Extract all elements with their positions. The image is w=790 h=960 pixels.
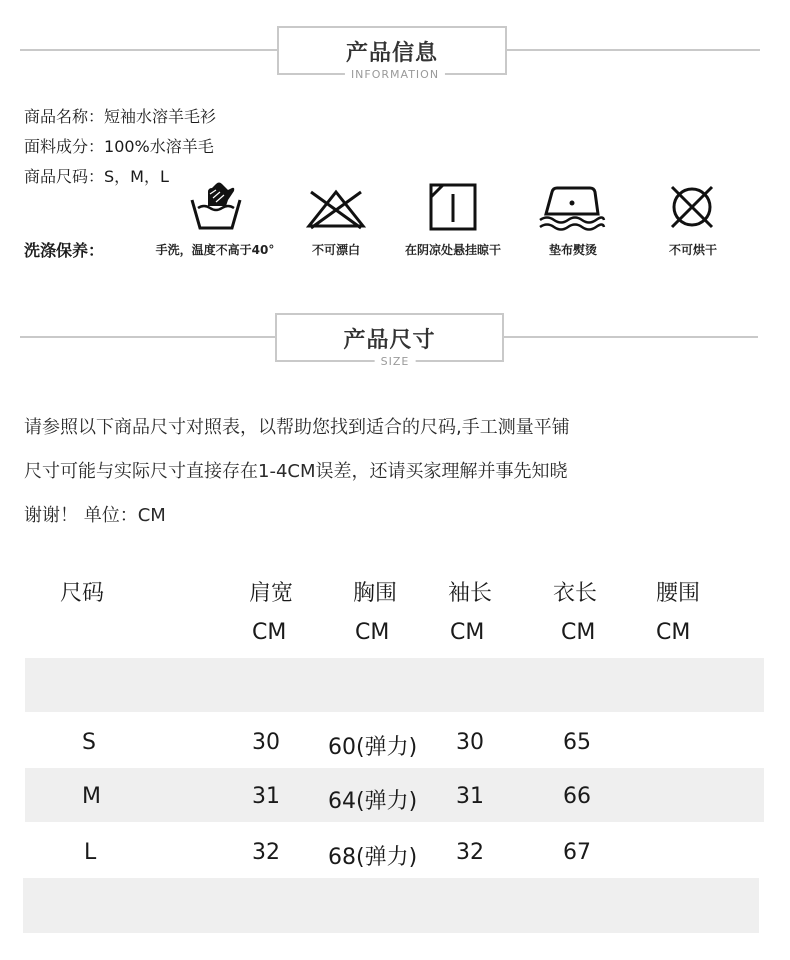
unit-label: CM — [252, 620, 287, 645]
no-tumble-dry-icon — [664, 182, 720, 232]
unit-label: CM — [656, 620, 691, 645]
shoulder-cell: 31 — [252, 784, 280, 809]
section-subtitle: INFORMATION — [345, 68, 445, 81]
product-name-label: 商品名称： — [24, 107, 105, 126]
column-header-shoulder: 肩宽 — [249, 581, 294, 606]
size-cell: L — [84, 840, 97, 865]
chest-cell: 68(弹力) — [328, 845, 418, 870]
table-band — [25, 658, 764, 712]
chest-cell: 64(弹力) — [328, 789, 418, 814]
care-label-hand-wash: 手洗，温度不高于40° — [155, 243, 275, 257]
section-title: 产品信息 — [345, 41, 438, 66]
no-bleach-icon — [305, 186, 367, 230]
size-label: 商品尺码： — [24, 167, 105, 186]
column-header-length: 衣长 — [553, 581, 598, 606]
material-row — [24, 134, 214, 157]
table-band — [23, 878, 759, 933]
length-cell: 67 — [563, 840, 591, 865]
size-cell: M — [82, 784, 101, 809]
line-dry-shade-icon — [428, 182, 478, 232]
unit-label: CM — [355, 620, 390, 645]
length-cell: 66 — [563, 784, 591, 809]
note-line: 尺寸可能与实际尺寸直接存在1-4CM误差，还请买家理解并事先知晓 — [24, 461, 568, 482]
divider — [20, 49, 278, 51]
product-name-value: 短袖水溶羊毛衫 — [104, 107, 217, 126]
chest-cell: 60(弹力) — [328, 735, 418, 760]
column-header-sleeve: 袖长 — [448, 581, 493, 606]
size-cell: S — [82, 730, 96, 755]
care-label-dry-shade: 在阴凉处悬挂晾干 — [404, 243, 502, 257]
divider — [503, 336, 758, 338]
sleeve-cell: 31 — [456, 784, 484, 809]
size-row — [24, 164, 169, 187]
shoulder-cell: 32 — [252, 840, 280, 865]
shoulder-cell: 30 — [252, 730, 280, 755]
length-cell: 65 — [563, 730, 591, 755]
note-line: 请参照以下商品尺寸对照表，以帮助您找到适合的尺码,手工测量平铺 — [24, 417, 570, 438]
column-header-size: 尺码 — [60, 581, 105, 606]
material-value: 100%水溶羊毛 — [104, 137, 214, 156]
section-title: 产品尺寸 — [343, 328, 436, 353]
care-label-no-bleach: 不可漂白 — [311, 243, 361, 257]
unit-label: CM — [450, 620, 485, 645]
care-label: 洗涤保养： — [24, 241, 105, 260]
product-name-row — [24, 104, 216, 127]
care-label-no-tumble: 不可烘干 — [668, 243, 718, 257]
divider — [506, 49, 760, 51]
note-line: 谢谢！ 单位：CM — [24, 505, 166, 526]
section-subtitle: SIZE — [375, 355, 416, 368]
column-header-chest: 胸围 — [353, 581, 398, 606]
material-label: 面料成分： — [24, 137, 105, 156]
care-label-iron: 垫布熨烫 — [548, 243, 598, 257]
sleeve-cell: 32 — [456, 840, 484, 865]
iron-with-cloth-icon — [538, 182, 606, 232]
hand-wash-icon — [186, 178, 246, 232]
divider — [20, 336, 276, 338]
unit-label: CM — [561, 620, 596, 645]
column-header-waist: 腰围 — [656, 581, 701, 606]
size-value: S，M，L — [104, 167, 169, 186]
sleeve-cell: 30 — [456, 730, 484, 755]
